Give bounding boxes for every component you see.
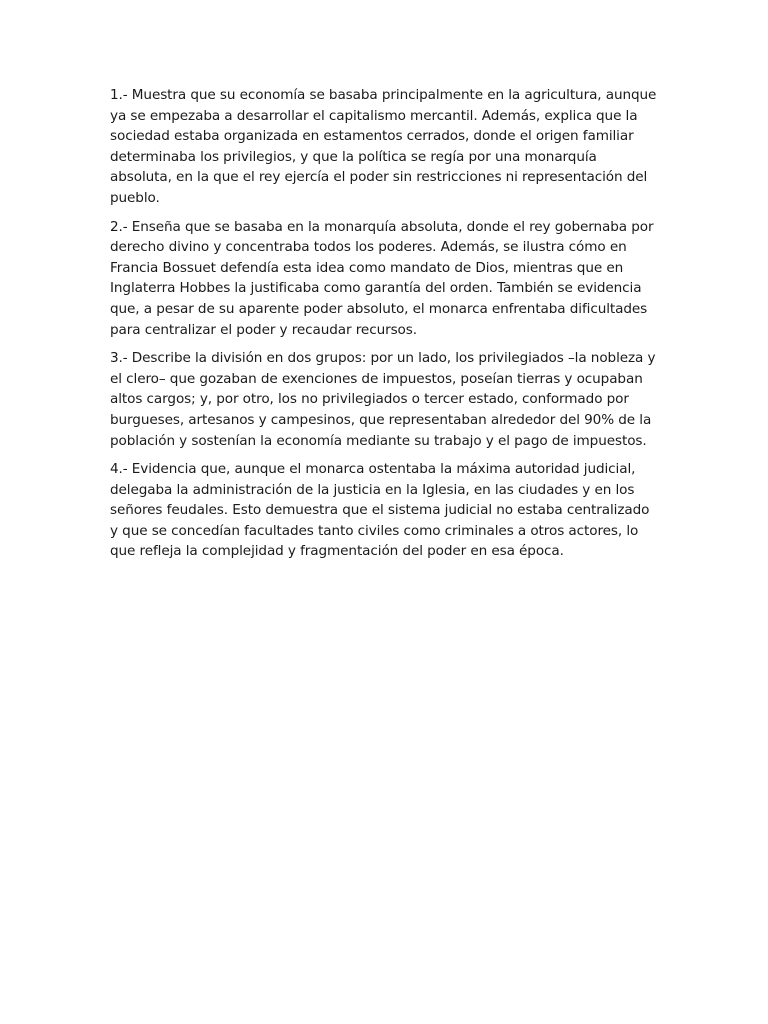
paragraph-1: 1.- Muestra que su economía se basaba principalmente en la agricultura, aunque ya se empezaba a desarrollar el capitalismo mercantil. Además, explica que la sociedad estaba organizada en estamentos cerrados, donde el origen familiar determinaba los privilegios, y que la política se regía por una monarquía absoluta, en la que el rey ejercía el poder sin restricciones ni representación del pueblo. xyxy=(110,87,657,206)
paragraph-2: 2.- Enseña que se basaba en la monarquía absoluta, donde el rey gobernaba por derecho divino y concentraba todos los poderes. Además, se ilustra cómo en Francia Bossuet defendía esta idea como mandato de Dios, mientras que en Inglaterra Hobbes la justificaba como garantía del orden. También se evidencia que, a pesar de su aparente poder absoluto, el monarca enfrentaba dificultades para centralizar el poder y recaudar recursos. xyxy=(110,218,654,338)
paragraph-4: 4.- Evidencia que, aunque el monarca ostentaba la máxima autoridad judicial, delegaba la administración de la justicia en la Iglesia, en las ciudades y en los señores feudales. Esto demuestra que el sistema judicial no estaba centralizado y que se concedían facultades tanto civiles como criminales a otros actores, lo que refleja la complejidad y fragmentación del poder en esa época. xyxy=(110,461,650,560)
paragraph-3: 3.- Describe la división en dos grupos: por un lado, los privilegiados –la nobleza y el clero– que gozaban de exenciones de impuestos, poseían tierras y ocupaban altos cargos; y, por otro, los no privilegiados o tercer estado, conformado por burgueses, artesanos y campesinos, que representaban alrededor del 90% de la población y sostenían la economía mediante su trabajo y el pago de impuestos. xyxy=(110,350,656,449)
